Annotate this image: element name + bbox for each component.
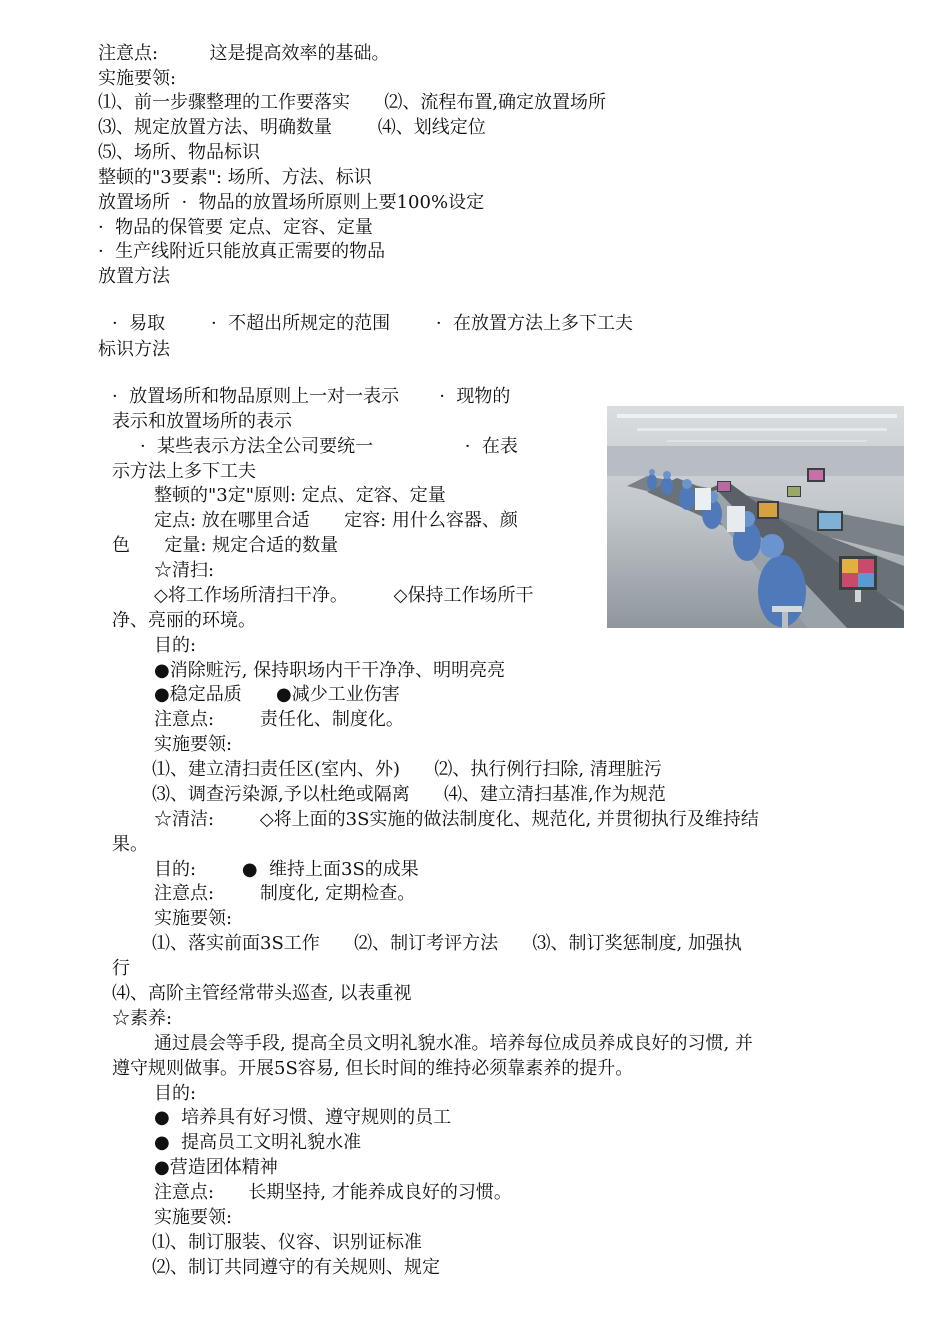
text-line: 示方法上多下工夫 <box>112 461 256 482</box>
text-line: 放置场所 · 物品的放置场所原则上要100%设定 <box>98 192 485 213</box>
text-line: 实施要领: <box>154 734 233 755</box>
text-line: 实施要领: <box>154 908 233 929</box>
text-line: ⑶、调查污染源,予以杜绝或隔离 ⑷、建立清扫基准,作为规范 <box>152 784 666 805</box>
text-line: ⑴、制订服装、仪容、识别证标准 <box>152 1232 422 1253</box>
text-line: ●营造团体精神 <box>154 1157 278 1178</box>
text-line: ⑷、高阶主管经常带头巡查, 以表重视 <box>112 983 412 1004</box>
text-line: 果。 <box>112 834 148 855</box>
text-line: ● 提高员工文明礼貌水准 <box>154 1132 362 1153</box>
text-line: ●消除赃污, 保持职场内干干净净、明明亮亮 <box>154 660 506 681</box>
text-line: ☆清洁: ◇将上面的3S实施的做法制度化、规范化, 并贯彻执行及维持结 <box>154 809 759 830</box>
text-line: 目的: ● 维持上面3S的成果 <box>154 859 419 880</box>
text-line: 整顿的"3要素": 场所、方法、标识 <box>98 167 372 188</box>
text-line: 实施要领: <box>154 1207 233 1228</box>
text-line: ☆清扫: <box>154 560 215 581</box>
text-line: ●稳定品质 ●减少工业伤害 <box>154 684 400 705</box>
text-line: 实施要领: <box>98 68 177 89</box>
text-line: ⑶、规定放置方法、明确数量 ⑷、划线定位 <box>98 117 486 138</box>
text-line: 标识方法 <box>98 339 170 360</box>
text-line: · 易取 · 不超出所规定的范围 · 在放置方法上多下工夫 <box>112 313 634 334</box>
text-line: 色 定量: 规定合适的数量 <box>112 535 339 556</box>
text-line: ◇将工作场所清扫干净。 ◇保持工作场所干 <box>154 585 534 606</box>
text-line: ⑸、场所、物品标识 <box>98 142 260 163</box>
text-line: 整顿的"3定"原则: 定点、定容、定量 <box>154 485 446 506</box>
text-line: ⑵、制订共同遵守的有关规则、规定 <box>152 1257 440 1278</box>
text-line: 目的: <box>154 1083 197 1104</box>
text-line: 注意点: 制度化, 定期检查。 <box>154 883 416 904</box>
text-line: 表示和放置场所的表示 <box>112 411 292 432</box>
text-line: 行 <box>112 958 130 979</box>
text-line: · 生产线附近只能放真正需要的物品 <box>98 241 386 262</box>
text-line: 遵守规则做事。开展5S容易, 但长时间的维持必须靠素养的提升。 <box>112 1058 634 1079</box>
text-line: · 物品的保管要 定点、定容、定量 <box>98 217 373 238</box>
text-line: ⑴、建立清扫责任区(室内、外) ⑵、执行例行扫除, 清理脏污 <box>152 759 662 780</box>
factory-assembly-line-photo <box>607 406 904 628</box>
text-line: ⑴、前一步骤整理的工作要落实 ⑵、流程布置,确定放置场所 <box>98 92 607 113</box>
text-line: 定点: 放在哪里合适 定容: 用什么容器、颜 <box>154 510 518 531</box>
text-line: · 放置场所和物品原则上一对一表示 · 现物的 <box>112 386 511 407</box>
text-line: 通过晨会等手段, 提高全员文明礼貌水准。培养每位成员养成良好的习惯, 并 <box>154 1033 753 1054</box>
text-line: 净、亮丽的环境。 <box>112 610 256 631</box>
text-line: ● 培养具有好习惯、遵守规则的员工 <box>154 1107 452 1128</box>
photo-illustration <box>607 406 904 628</box>
text-line: ☆素养: <box>112 1008 173 1029</box>
text-line: 注意点: 责任化、制度化。 <box>154 709 404 730</box>
text-line: 放置方法 <box>98 266 170 287</box>
text-line: 目的: <box>154 635 197 656</box>
text-line: ⑴、落实前面3S工作 ⑵、制订考评方法 ⑶、制订奖惩制度, 加强执 <box>152 933 742 954</box>
text-line: 注意点: 长期坚持, 才能养成良好的习惯。 <box>154 1182 512 1203</box>
text-line: 注意点: 这是提高效率的基础。 <box>98 43 390 64</box>
text-line: · 某些表示方法全公司要统一 · 在表 <box>140 436 518 457</box>
